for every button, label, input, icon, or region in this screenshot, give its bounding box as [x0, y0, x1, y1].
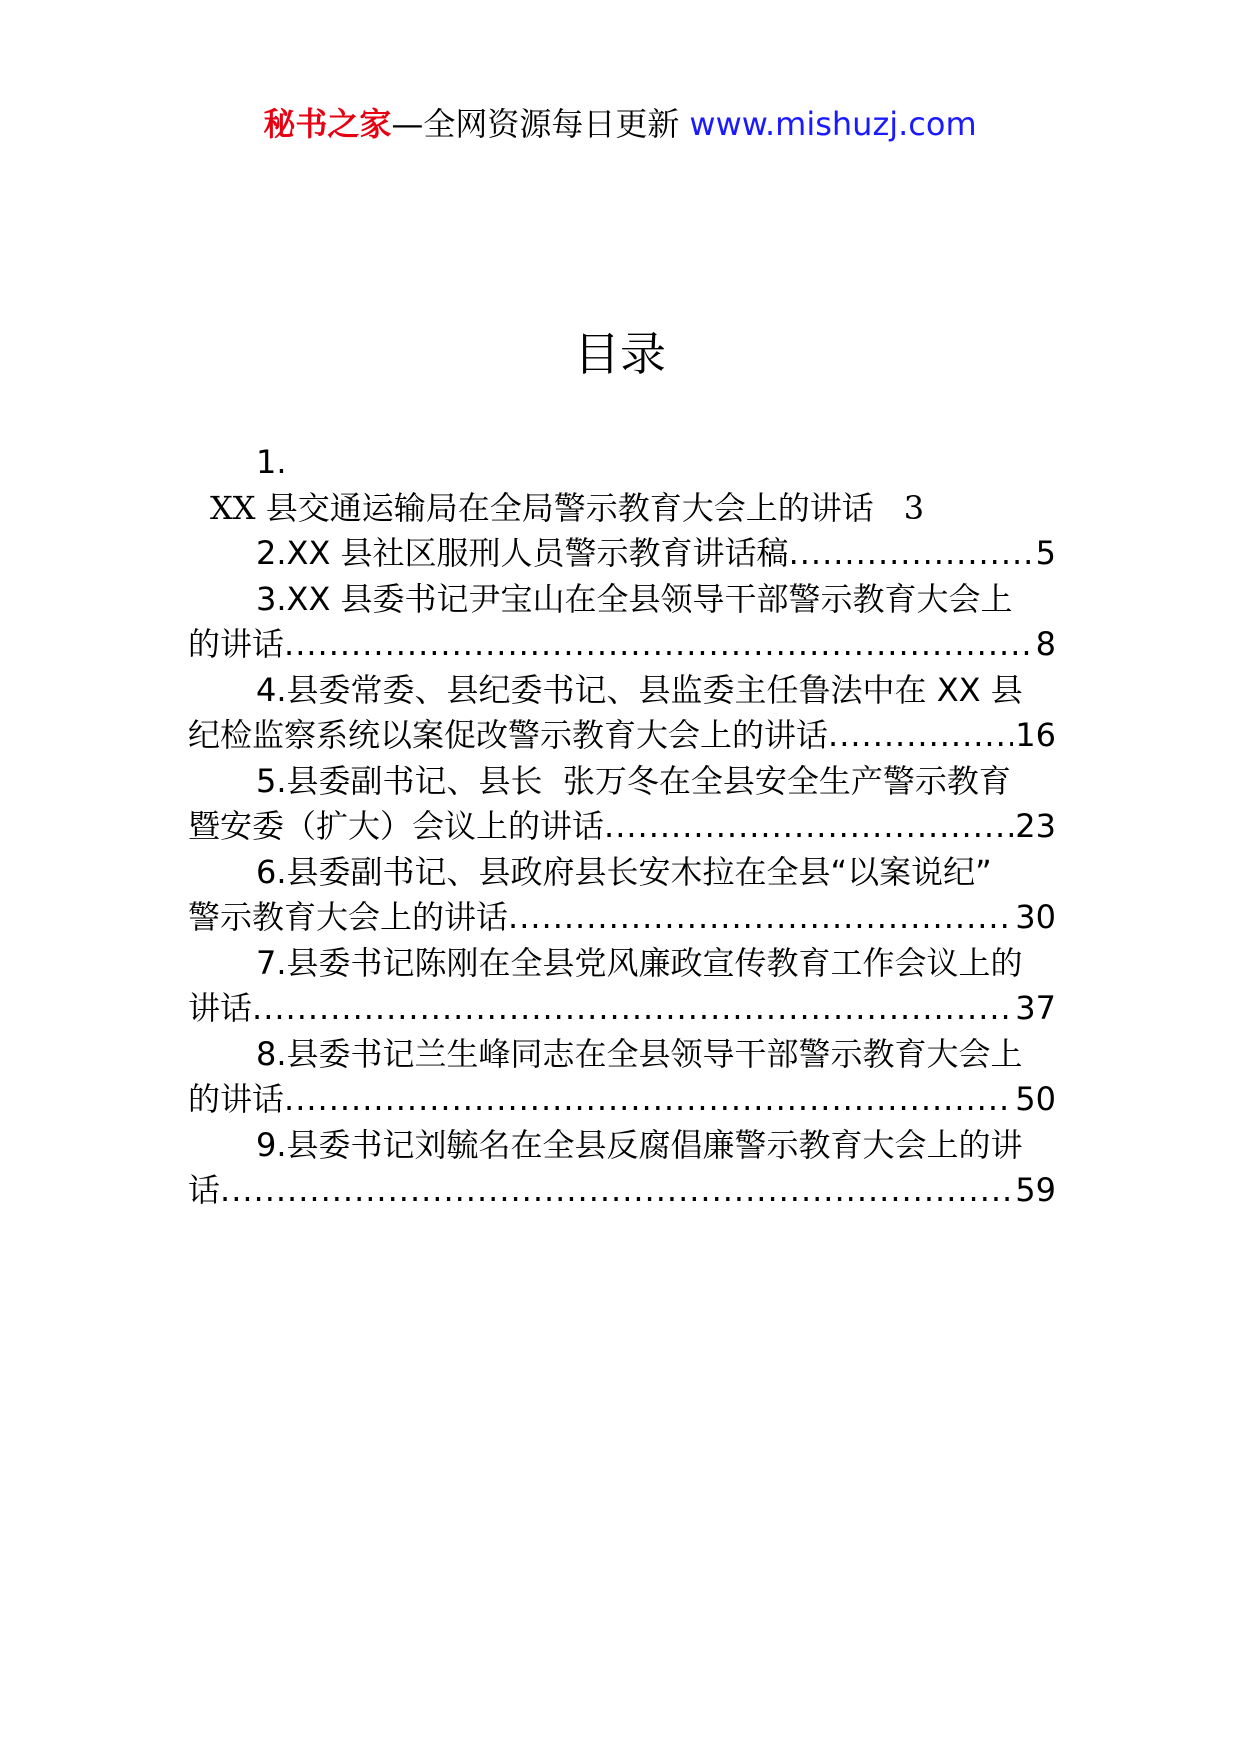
toc-entry-4-page: 16: [1015, 716, 1056, 754]
toc-dot-leader: [508, 895, 1013, 941]
toc-dot-leader: [828, 713, 1013, 759]
toc-dot-leader: [604, 804, 1013, 850]
toc-entry-1[interactable]: [188, 486, 1056, 532]
site-url-link[interactable]: www.mishuzj.com: [689, 105, 977, 143]
toc-entry-6-line2: 警示教育大会上的讲话: [188, 898, 509, 936]
toc-entry-9-page: 59: [1015, 1171, 1056, 1209]
toc-entry-7[interactable]: [188, 986, 1056, 1032]
toc-dot-leader: [252, 986, 1013, 1032]
toc-entry-3-line1[interactable]: 3.XX 县委书记尹宝山在全县领导干部警示教育大会上: [256, 579, 1013, 618]
toc-entry-3-page: 8: [1035, 625, 1056, 663]
site-tagline: —全网资源每日更新: [391, 105, 680, 143]
toc-entry-4-line1[interactable]: 4.县委常委、县纪委书记、县监委主任鲁法中在 XX 县: [256, 670, 1023, 709]
toc-dot-leader: [284, 1077, 1013, 1123]
toc-entry-2-text: 2.XX 县社区服刑人员警示教育讲话稿: [256, 534, 789, 572]
toc-entry-3-line2: 的讲话: [188, 625, 285, 663]
toc-entry-9[interactable]: [188, 1168, 1056, 1214]
toc-entry-1-page: 3: [903, 488, 925, 527]
toc-entry-6-page: 30: [1015, 898, 1056, 936]
table-of-contents: [188, 440, 1056, 1214]
toc-entry-5-page: 23: [1015, 807, 1056, 845]
toc-entry-1-text: XX 县交通运输局在全局警示教育大会上的讲话: [210, 488, 874, 527]
toc-entry-9-line1[interactable]: 9.县委书记刘毓名在全县反腐倡廉警示教育大会上的讲: [256, 1125, 1023, 1164]
toc-entry-5[interactable]: [188, 804, 1056, 850]
toc-entry-6-line1[interactable]: 6.县委副书记、县政府县长安木拉在全县“以案说纪”: [256, 852, 992, 891]
toc-entry-1-number[interactable]: 1.: [256, 443, 287, 481]
toc-entry-3[interactable]: [188, 622, 1056, 668]
toc-entry-8[interactable]: [188, 1077, 1056, 1123]
toc-entry-7-page: 37: [1015, 989, 1056, 1027]
toc-entry-6[interactable]: [188, 895, 1056, 941]
brand-name: 秘书之家: [263, 105, 392, 143]
site-header: [0, 100, 1240, 148]
toc-entry-5-line2: 暨安委（扩大）会议上的讲话: [188, 807, 605, 845]
toc-entry-8-page: 50: [1015, 1080, 1056, 1118]
toc-dot-leader: [220, 1168, 1013, 1214]
page-title: 目录: [574, 327, 666, 381]
toc-entry-8-line2: 的讲话: [188, 1080, 285, 1118]
toc-entry-9-line2: 话: [188, 1171, 221, 1209]
toc-entry-7-line2: 讲话: [188, 989, 253, 1027]
toc-entry-5-line1[interactable]: 5.县委副书记、县长 张万冬在全县安全生产警示教育: [256, 761, 1011, 800]
toc-entry-4[interactable]: [188, 713, 1056, 759]
toc-entry-8-line1[interactable]: 8.县委书记兰生峰同志在全县领导干部警示教育大会上: [256, 1034, 1023, 1073]
toc-entry-4-line2: 纪检监察系统以案促改警示教育大会上的讲话: [188, 716, 829, 754]
toc-dot-leader: [789, 531, 1034, 577]
toc-entry-2-page: 5: [1035, 534, 1056, 572]
toc-entry-7-line1[interactable]: 7.县委书记陈刚在全县党风廉政宣传教育工作会议上的: [256, 943, 1023, 982]
toc-entry-2[interactable]: [188, 531, 1056, 577]
toc-dot-leader: [284, 622, 1034, 668]
